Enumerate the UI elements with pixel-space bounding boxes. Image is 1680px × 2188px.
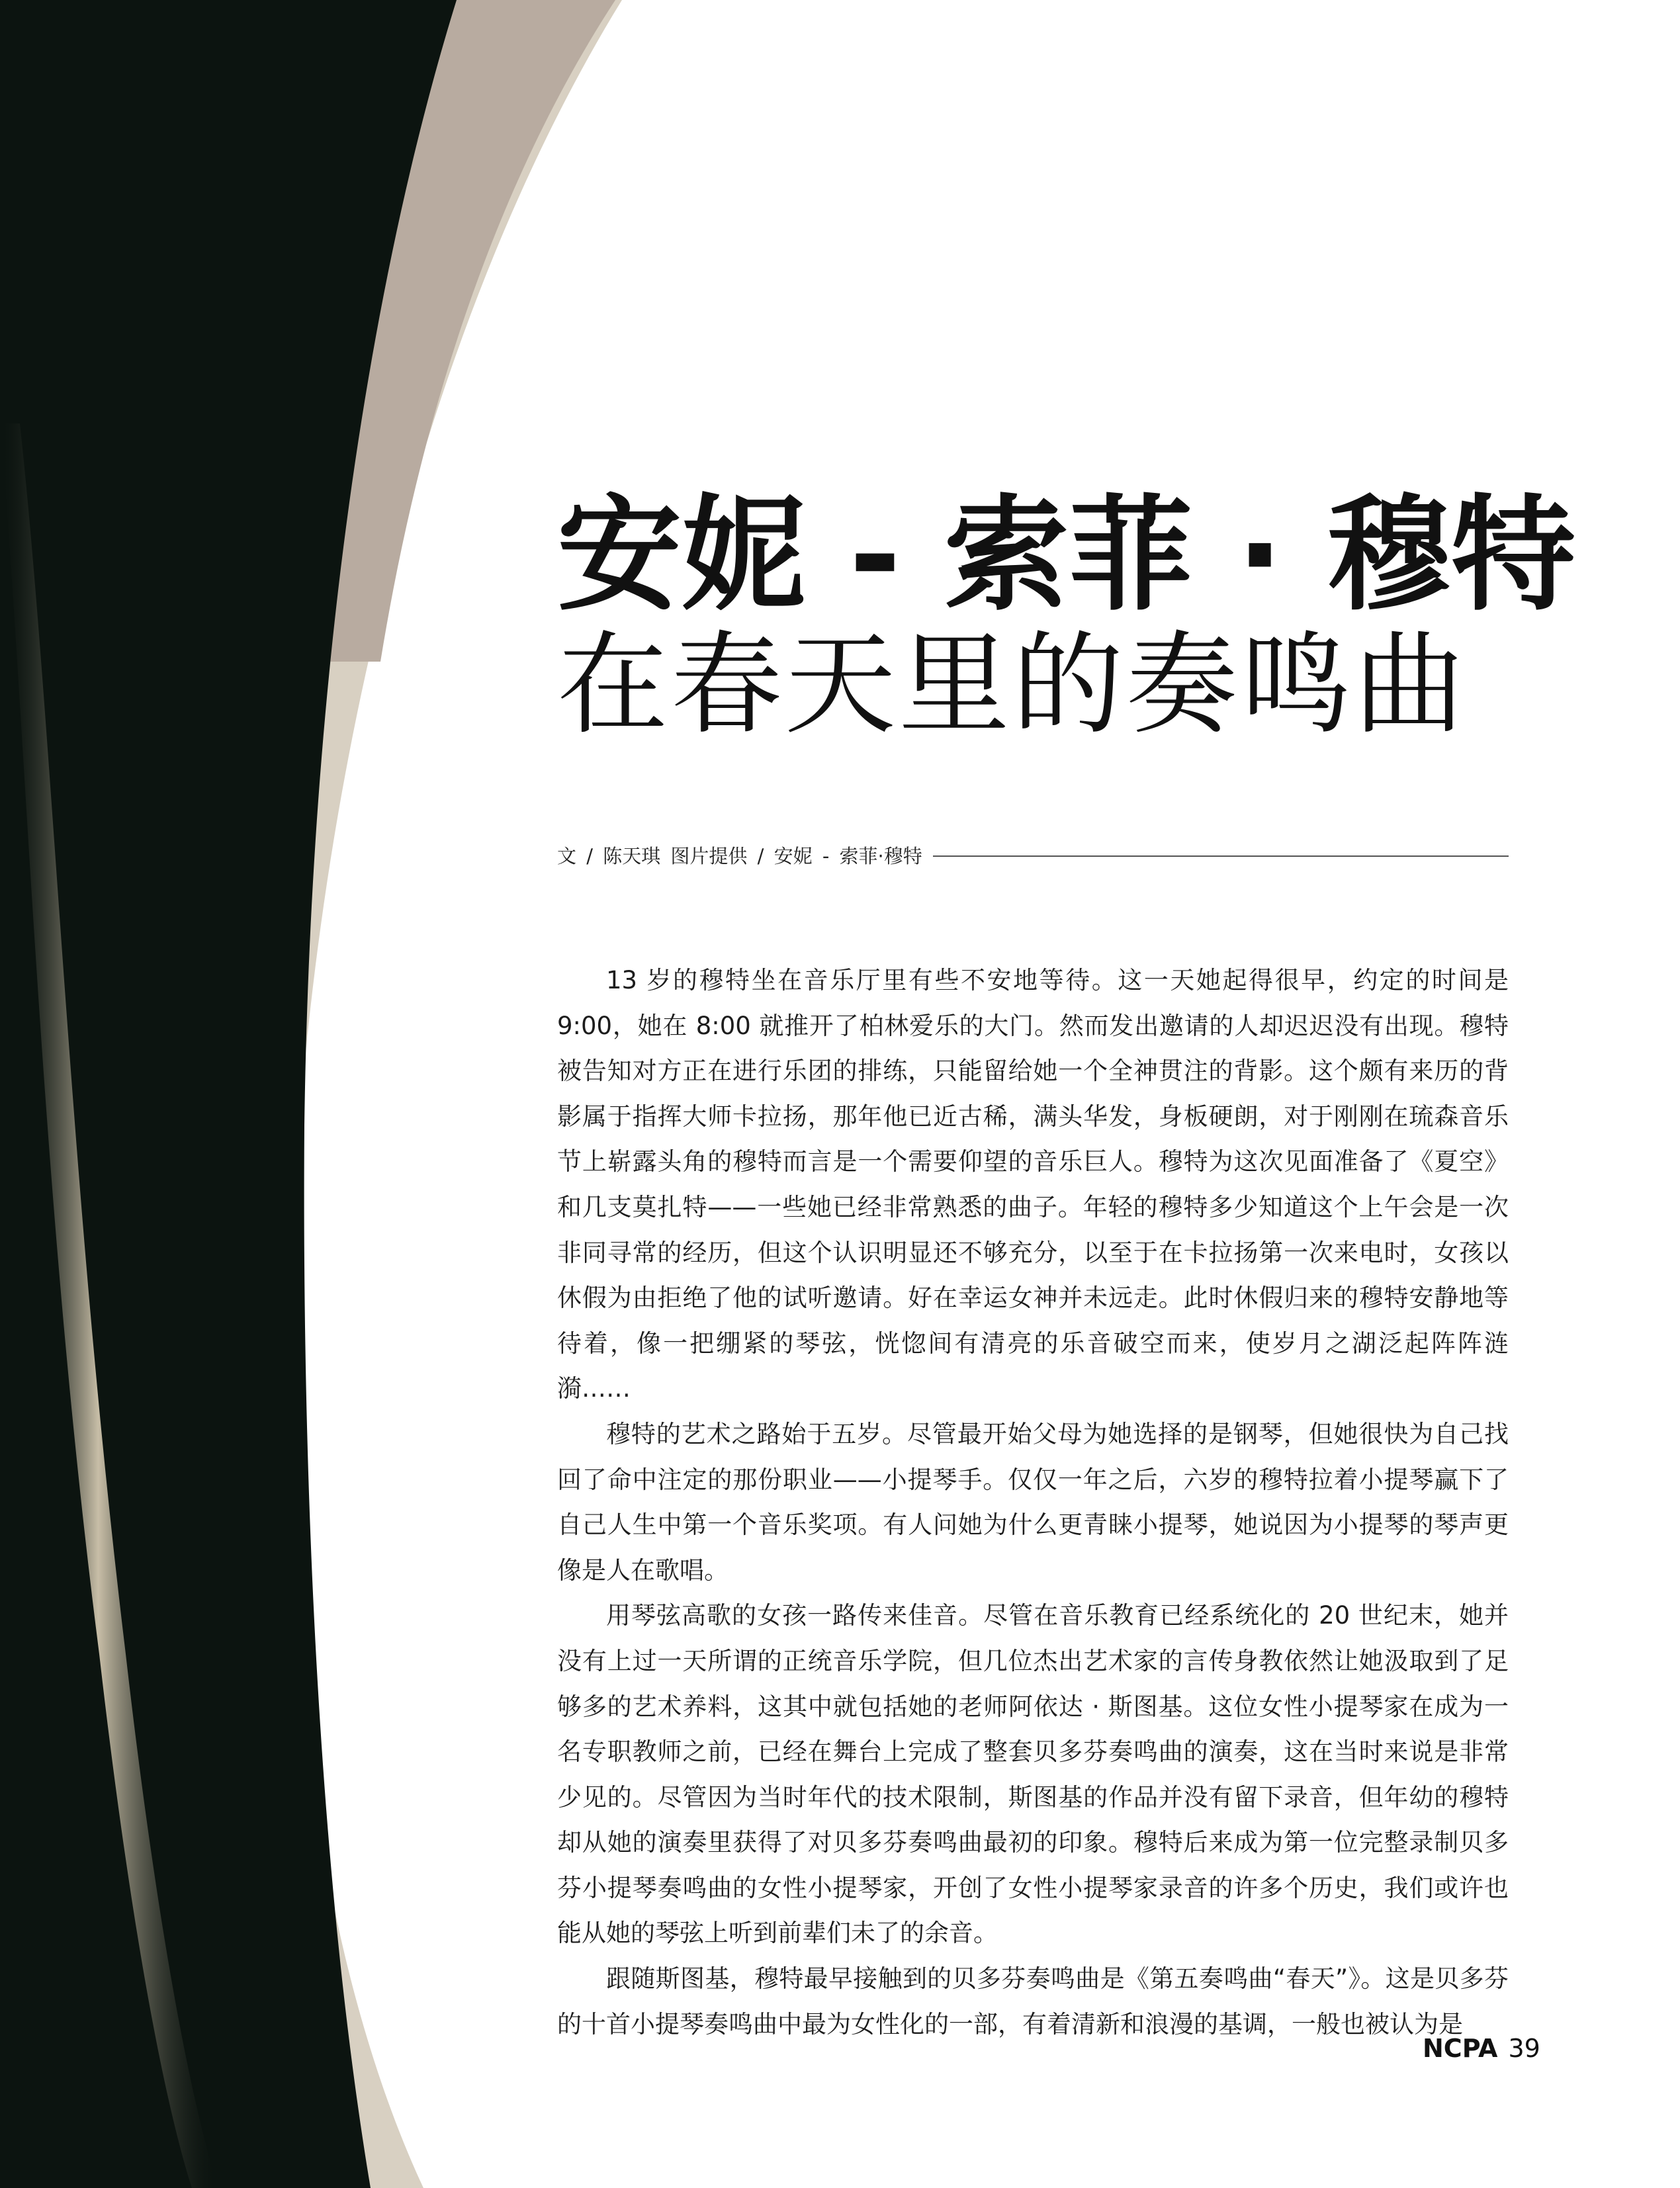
article-body [557,958,1509,2047]
article-subtitle: 在春天里的奏鸣曲 [557,620,1468,750]
page-number: 39 [1508,2034,1540,2063]
page-footer [1423,2030,1568,2067]
byline-row [557,842,1509,871]
magazine-name: NCPA [1423,2034,1498,2063]
body-paragraph: 跟随斯图基，穆特最早接触到的贝多芬奏鸣曲是《第五奏鸣曲“春天”》。这是贝多芬的十首小提琴奏鸣曲中最为女性化的一部，有着清新和浪漫的基调，一般也被认为是 [557,1964,1509,2038]
body-paragraph: 13 岁的穆特坐在音乐厅里有些不安地等待。这一天她起得很早，约定的时间是 9:00，她在 8:00 就推开了柏林爱乐的大门。然而发出邀请的人却迟迟没有出现。穆特被告知对方正在进行乐团的排练，只能留给她一个全神贯注的背影。这个颇有来历的背影属于指挥大师卡拉扬，那年他已近古稀，满头华发，身板硬朗，对于刚刚在琉森音乐节上崭露头角的穆特而言是一个需要仰望的音乐巨人。穆特为这次见面准备了《夏空》和几支莫扎特——一些她已经非常熟悉的曲子。年轻的穆特多少知道这个上午会是一次非同寻常的经历，但这个认识明显还不够充分，以至于在卡拉扬第一次来电时，女孩以休假为由拒绝了他的试听邀请。好在幸运女神并未远走。此时休假归来的穆特安静地等待着，像一把绷紧的琴弦，恍惚间有清亮的乐音破空而来，使岁月之湖泛起阵阵涟漪…… [557,966,1509,1403]
article-title: 安妮 - 索菲 · 穆特 [557,483,1576,628]
byline: 文 / 陈天琪 图片提供 / 安妮 - 索菲·穆特 [557,845,922,867]
body-paragraph: 穆特的艺术之路始于五岁。尽管最开始父母为她选择的是钢琴，但她很快为自己找回了命中注定的那份职业——小提琴手。仅仅一年之后，六岁的穆特拉着小提琴赢下了自己人生中第一个音乐奖项。有人问她为什么更青睐小提琴，她说因为小提琴的琴声更像是人在歌唱。 [557,1419,1509,1585]
byline-divider [933,855,1509,857]
body-paragraph: 用琴弦高歌的女孩一路传来佳音。尽管在音乐教育已经系统化的 20 世纪末，她并没有上过一天所谓的正统音乐学院，但几位杰出艺术家的言传身教依然让她汲取到了足够多的艺术养料，这其中就包括她的老师阿依达 · 斯图基。这位女性小提琴家在成为一名专职教师之前，已经在舞台上完成了整套贝多芬奏鸣曲的演奏，这在当时来说是非常少见的。尽管因为当时年代的技术限制，斯图基的作品并没有留下录音，但年幼的穆特却从她的演奏里获得了对贝多芬奏鸣曲最初的印象。穆特后来成为第一位完整录制贝多芬小提琴奏鸣曲的女性小提琴家，开创了女性小提琴家录音的许多个历史，我们或许也能从她的琴弦上听到前辈们未了的余音。 [557,1601,1509,1948]
